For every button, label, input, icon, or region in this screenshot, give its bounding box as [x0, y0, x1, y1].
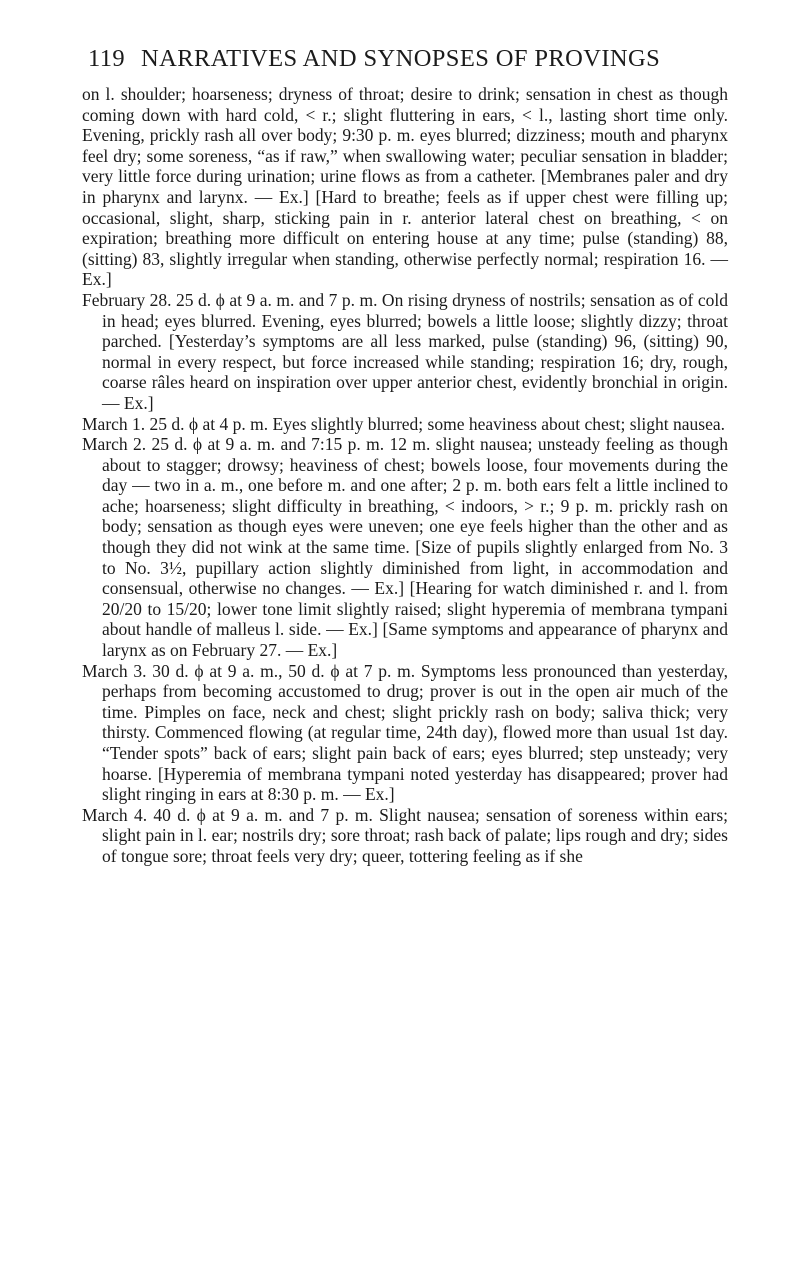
running-title: NARRATIVES AND SYNOPSES OF PROVINGS: [141, 45, 661, 72]
paragraph-march-4: March 4. 40 d. ϕ at 9 a. m. and 7 p. m. Slight nausea; sensation of soreness within ears; slight pain in l. ear; nostrils dry; sore throat; rash back of palate; lips rough and dry; sides of tongue sore; throat feels very dry; queer, tottering feeling as if she: [82, 804, 728, 866]
paragraph-march-2: March 2. 25 d. ϕ at 9 a. m. and 7:15 p. m. 12 m. slight nausea; unsteady feeling as though about to stagger; drowsy; heaviness of chest; bowels loose, four movements during the day — two in a. m., one before m. and one after; 2 p. m. both ears felt a little inclined to ache; hoarseness; slight difficulty in breathing, < indoors, > r.; 9 p. m. prickly rash on body; sensation as though eyes were uneven; one eye feels higher than the other and as though they did not wink at the same time. [Size of pupils slightly enlarged from No. 3 to No. 3½, pupillary action slightly diminished from light, in accommodation and consensual, otherwise no changes. — Ex.] [Hearing for watch diminished r. and l. from 20/20 to 15/20; lower tone limit slightly raised; slight hyperemia of membrana tympani about handle of malleus l. side. — Ex.] [Same symptoms and appearance of pharynx and larynx as on February 27. — Ex.]: [82, 434, 728, 661]
running-head: [88, 44, 708, 74]
paragraph-february-28: February 28. 25 d. ϕ at 9 a. m. and 7 p. m. On rising dryness of nostrils; sensation as of cold in head; eyes blurred. Evening, eyes blurred; bowels a little loose; slightly dizzy; throat parched. [Yesterday’s symptoms are all less marked, pulse (standing) 96, (sitting) 90, normal in every respect, but force increased while standing; respiration 16; dry, rough, coarse râles heard on inspiration over upper anterior chest, evidently bronchial in origin. — Ex.]: [82, 289, 728, 413]
body-text: [82, 84, 728, 867]
paragraph-march-1: March 1. 25 d. ϕ at 4 p. m. Eyes slightly blurred; some heaviness about chest; slight nausea.: [82, 413, 725, 434]
paragraph-march-3: March 3. 30 d. ϕ at 9 a. m., 50 d. ϕ at 7 p. m. Symptoms less pronounced than yesterday, perhaps from becoming accustomed to drug; prover is out in the open air much of the time. Pimples on face, neck and chest; slight prickly rash on body; saliva thick; very thirsty. Commenced flowing (at regular time, 24th day), flowed more than usual 1st day. “Tender spots” back of ears; slight pain back of ears; eyes blurred; step unsteady; very hoarse. [Hyperemia of membrana tympani noted yesterday has disappeared; prover had slight ringing in ears at 8:30 p. m. — Ex.]: [82, 660, 728, 805]
page-number: 119: [88, 45, 126, 72]
paragraph-continuation: on l. shoulder; hoarseness; dryness of throat; desire to drink; sensation in chest as though coming down with hard cold, < r.; slight fluttering in ears, < l., lasting short time only. Evening, prickly rash all over body; 9:30 p. m. eyes blurred; dizziness; mouth and pharynx feel dry; some soreness, “as if raw,” when swallowing water; peculiar sensation in bladder; very little force during urination; urine flows as from a catheter. [Membranes paler and dry in pharynx and larynx. — Ex.] [Hard to breathe; feels as if upper chest were filling up; occasional, slight, sharp, sticking pain in r. anterior lateral chest on breathing, < on expiration; breathing more difficult on entering house at any time; pulse (standing) 88, (sitting) 83, slightly irregular when standing, otherwise perfectly normal; respiration 16. — Ex.]: [82, 84, 728, 290]
